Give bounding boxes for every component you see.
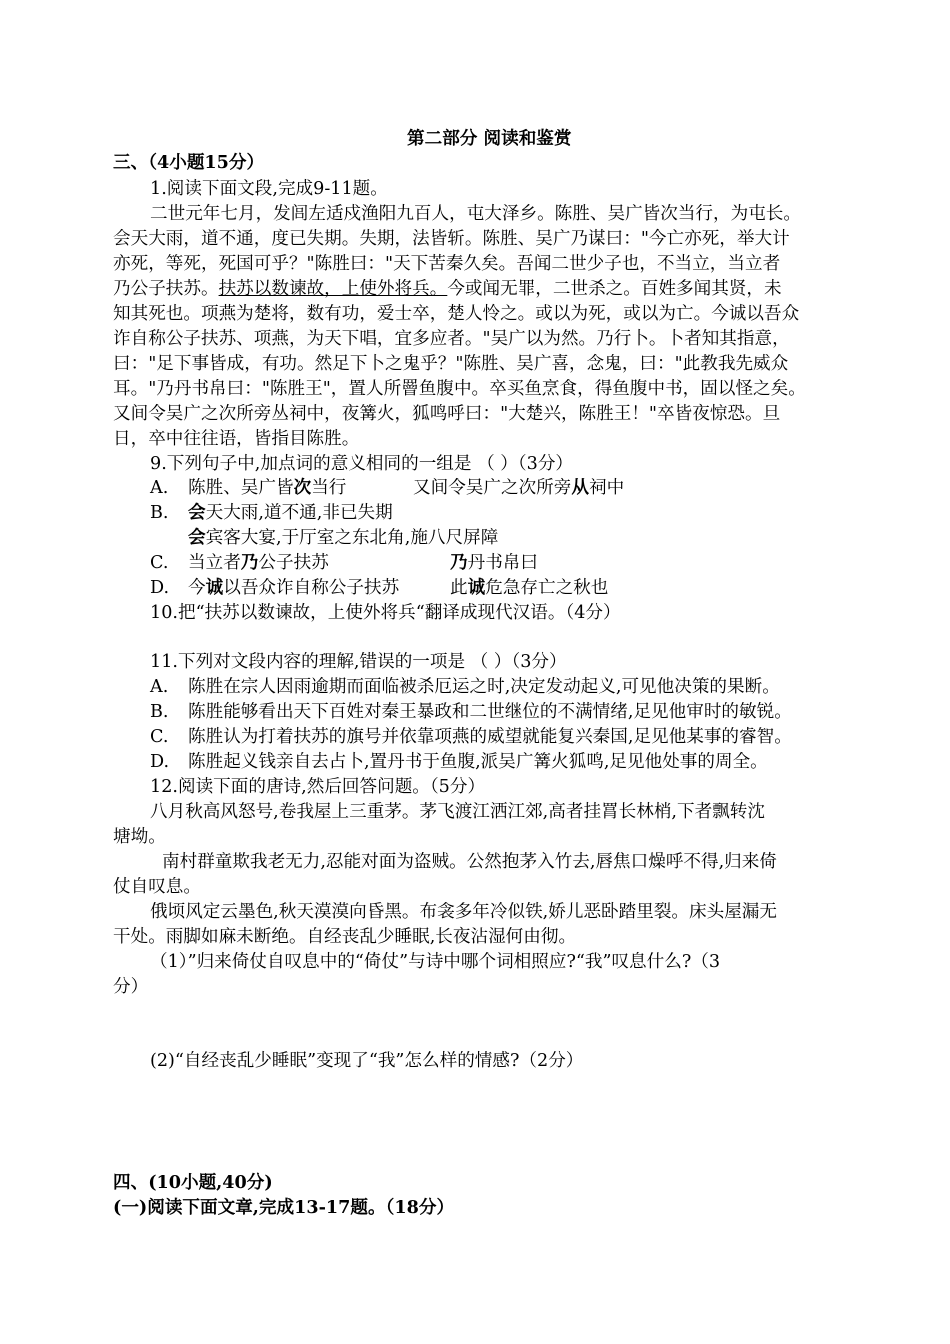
passage-line: 会天大雨，道不通，度已失期。失期，法皆斩。陈胜、吴广乃谋曰："今亡亦死，举大计 [113,229,790,249]
option-label: D. [150,752,170,772]
dotted-word: 会 [188,502,206,523]
q9-option-d: D. 今诚以吾众诈自称公子扶苏 [150,577,400,598]
option-label: B. [150,503,169,523]
poem-line: 八月秋高风怒号,卷我屋上三重茅。茅飞渡江洒江郊,高者挂罥长林梢,下者飘转沈 [150,802,765,822]
dotted-word: 会 [188,527,206,548]
option-label: D. [150,578,170,598]
poem-line: 干处。雨脚如麻未断绝。自经丧乱少睡眠,长夜沾湿何由彻。 [113,927,577,947]
q9-option-b: B. 会天大雨,道不通,非已失期 [150,502,393,523]
part4-heading: 四、(10小题,40分) [113,1172,273,1193]
passage-line: 亦死，等死，死国可乎？"陈胜曰："天下苦秦久矣。吾闻二世少子也，不当立，当立者 [113,254,781,274]
dotted-word: 次 [293,477,312,498]
q9-option-a-right: 又间令吴广之次所旁从祠中 [413,477,625,498]
passage-line: 二世元年七月，发闾左适戍渔阳九百人，屯大泽乡。陈胜、吴广皆次当行，为屯长。 [150,204,801,224]
poem-line: 塘坳。 [113,827,166,847]
option-label: C. [150,553,169,573]
q11-option: C. 陈胜认为打着扶苏的旗号并依靠项燕的威望就能复兴秦国,足见他某事的睿智。 [150,727,792,747]
q11-option: D. 陈胜起义钱亲自去占卜,置丹书于鱼腹,派吴广篝火狐鸣,足见他处事的周全。 [150,752,768,772]
q9-option-c-right: 乃丹书帛曰 [450,552,538,573]
underlined-sentence: 扶苏以数谏故，上使外将兵。 [218,279,448,299]
q9-option-a: A. 陈胜、吴广皆次当行 [150,477,347,498]
q12-sub1: （1）”归来倚仗自叹息中的“倚仗”与诗中哪个词相照应?“我”叹息什么?（3 [150,952,721,972]
dotted-word: 从 [571,477,589,498]
option-label: A. [150,478,169,498]
q12-stem: 12.阅读下面的唐诗,然后回答问题。（5分） [150,777,486,797]
poem-line: 仗自叹息。 [113,877,201,897]
q9-option-b-second: 会宾客大宴,于厅室之东北角,施八尺屏障 [188,527,499,548]
part4-subheading: (一)阅读下面文章,完成13-17题。（18分） [113,1197,455,1218]
q9-stem: 9.下列句子中,加点词的意义相同的一组是 （ ）（3分） [150,454,574,474]
q11-option: A. 陈胜在宗人因雨逾期而面临被杀厄运之时,决定发动起义,可见他决策的果断。 [150,677,780,697]
poem-line: 俄顷风定云墨色,秋天漠漠向昏黑。布衾多年冷似铁,娇儿恶卧踏里裂。床头屋漏无 [150,902,777,922]
q12-sub2: (2)“自经丧乱少睡眠”变现了“我”怎么样的情感?（2分） [150,1051,584,1071]
dotted-word: 乃 [240,552,259,573]
section-title: 第二部分 阅读和鉴赏 [407,128,572,149]
part3-heading: 三、（4小题15分） [113,152,265,173]
part3-intro: 1.阅读下面文段,完成9-11题。 [150,179,388,199]
q9-option-d-right: 此诚危急存亡之秋也 [450,577,609,598]
q10-stem: 10.把“扶苏以数谏故，上使外将兵“翻译成现代汉语。（4分） [150,603,621,623]
passage-line [113,277,782,301]
passage-line-prefix: 乃公子扶苏。 [113,279,219,299]
passage-line: 耳。"乃丹书帛曰："陈胜王"，置人所罾鱼腹中。卒买鱼烹食，得鱼腹中书，固以怪之矣。 [113,379,806,399]
q9-option-c: C. 当立者乃公子扶苏 [150,552,329,573]
option-label: C. [150,727,169,747]
option-label: A. [150,677,169,697]
q11-stem: 11.下列对文段内容的理解,错误的一项是 （ ）（3分） [150,652,567,672]
q12-sub1-cont: 分） [113,977,149,997]
q11-option: B. 陈胜能够看出天下百姓对秦王暴政和二世继位的不满情绪,足见他审时的敏锐。 [150,702,792,722]
option-label: B. [150,702,169,722]
dotted-word: 诚 [205,577,224,598]
passage-line: 曰："足下事皆成，有功。然足下卜之鬼乎？"陈胜、吴广喜，念鬼，曰："此教我先威众 [113,354,789,374]
dotted-word: 诚 [467,577,486,598]
passage-line-suffix: 今或闻无罪，二世杀之。百姓多闻其贤，未 [447,279,782,299]
dotted-word: 乃 [450,552,468,573]
poem-line: 南村群童欺我老无力,忍能对面为盗贼。公然抱茅入竹去,唇焦口燥呼不得,归来倚 [162,852,777,872]
passage-line: 诈自称公子扶苏、项燕，为天下唱，宜多应者。"吴广以为然。乃行卜。卜者知其指意， [113,329,790,349]
passage-line: 日，卒中往往语，皆指目陈胜。 [113,429,360,449]
passage-line: 又间令吴广之次所旁丛祠中，夜篝火，狐鸣呼曰："大楚兴，陈胜王！"卒皆夜惊恐。旦 [113,404,781,424]
passage-line: 知其死也。项燕为楚将，数有功，爱士卒，楚人怜之。或以为死，或以为亡。今诚以吾众 [113,304,800,324]
